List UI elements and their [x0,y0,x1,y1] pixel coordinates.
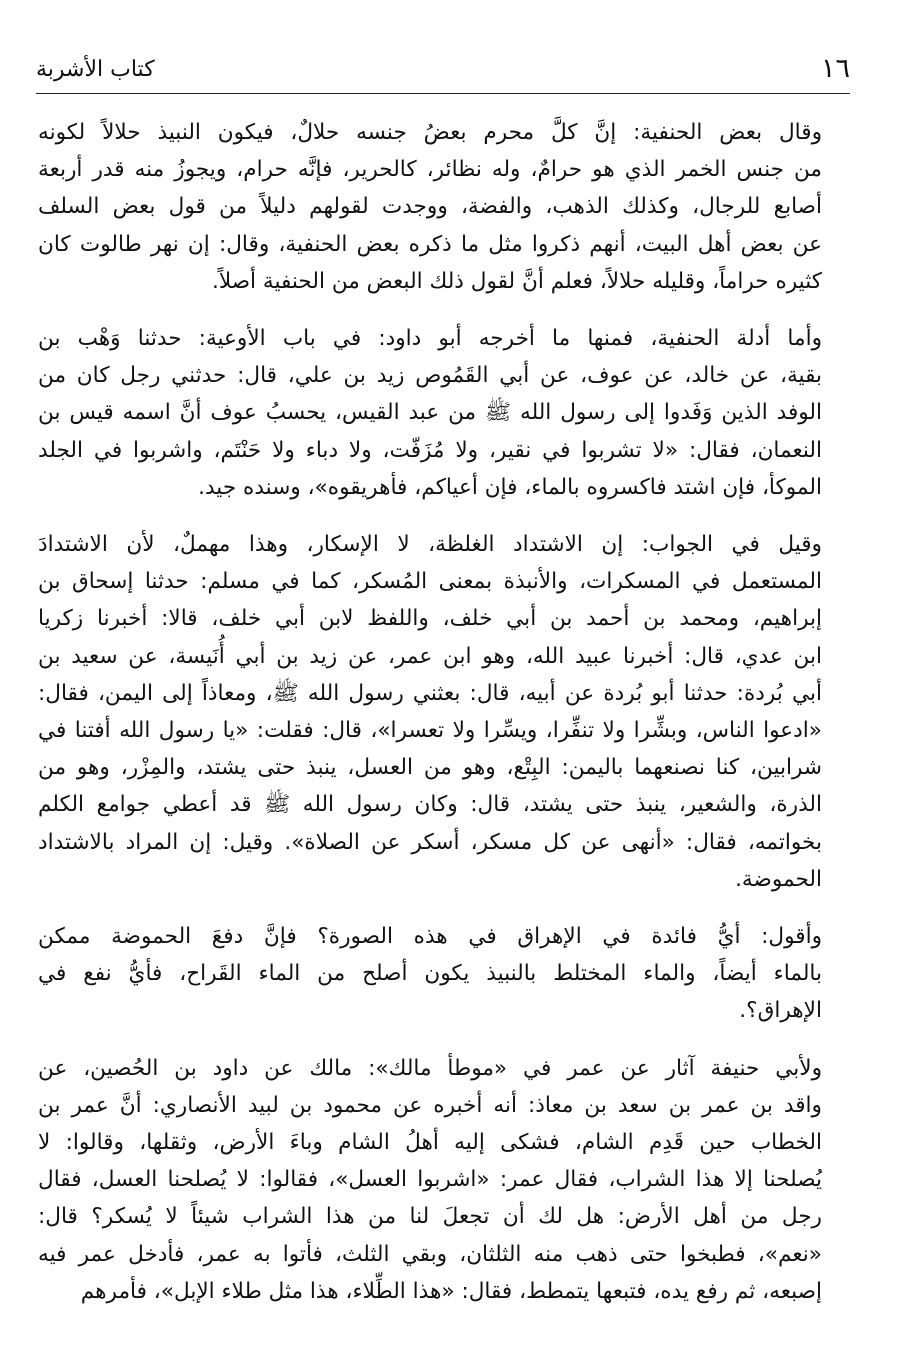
text-line: عن بعض أهل البيت، أنهم ذكروا مثل ما ذكره بعض الحنفية، وقال: إن نهر طالوت كان [38,231,822,257]
body-text [38,114,850,1330]
text-line: الخطاب حين قَدِم الشام، فشكى إليه أهلُ الشام وباءَ الأرض، وثقلها، وقالوا: لا [38,1130,822,1156]
text-line: وأما أدلة الحنفية، فمنها ما أخرجه أبو داود: في باب الأوعية: حدثنا وَهْب بن [38,326,822,352]
paragraph [38,918,850,1030]
text-line: بخواتمه، فقال: «أنهى عن كل مسكر، أسكر عن الصلاة». وقيل: إن المراد بالاشتداد [38,829,822,855]
text-line: «ادعوا الناس، وبشِّرا ولا تنفِّرا، ويسِّرا ولا تعسرا»، قال: فقلت: «يا رسول الله أفتنا في [38,718,822,744]
text-line: الحموضة. [735,866,822,892]
paragraph [38,114,850,300]
page-number: ١٦ [820,53,850,84]
book-title: كتاب الأشربة [36,57,155,82]
text-line: إصبعه، ثم رفع يده، فتبعها يتمطط، فقال: «هذا الطِّلاء، هذا مثل طلاء الإبل»، فأمرهم [80,1278,822,1304]
text-line: النعمان، فقال: «لا تشربوا في نقير، ولا مُزَفّت، ولا دباء ولا حَنْتَم، واشربوا في الجلد [38,437,822,463]
text-line: المستعمل في المسكرات، والأنبذة بمعنى المُسكر، كما في مسلم: حدثنا إسحاق بن [38,569,822,595]
text-line: بقية، عن خالد، عن عوف، عن أبي القَمُوص زيد بن علي، قال: حدثني رجل كان من [38,363,822,389]
text-line: كثيره حراماً، وقليله حلالاً، فعلم أنَّ لقول ذلك البعض من الحنفية أصلاً. [211,268,822,294]
text-line: من جنس الخمر الذي هو حرامٌ، وله نظائر، كالحرير، فإنَّه حرام، ويجوزُ منه قدر أربعة [38,157,822,183]
text-line: أبي بُردة: حدثنا أبو بُردة عن أبيه، قال: بعثني رسول الله ﷺ، ومعاذاً إلى اليمن، فقال: [38,680,822,706]
paragraph [38,526,850,898]
text-line: شرابين، كنا نصنعهما باليمن: البِتْع، وهو من العسل، ينبذ حتى يشتد، والمِزْر، وهو من [38,755,822,781]
text-line: الذرة، والشعير، ينبذ حتى يشتد، قال: وكان رسول الله ﷺ قد أعطي جوامع الكلم [38,792,822,818]
text-line: إبراهيم، ومحمد بن أحمد بن أبي خلف، واللفظ لابن أبي خلف، قالا: أخبرنا زكريا [38,606,822,632]
text-line: أصابع للرجال، وكذلك الذهب، والفضة، ووجدت لقولهم دليلاً من قول بعض السلف [38,194,822,220]
running-header [36,52,850,92]
text-line: واقد بن عمر بن سعد بن معاذ: أنه أخبره عن محمود بن لبيد الأنصاري: أنَّ عمر بن [38,1092,822,1118]
text-line: بالماء أيضاً، والماء المختلط بالنبيذ يكون أصلح من الماء القَراح، فأيُّ نفع في [38,961,822,987]
text-line: وأقول: أيُّ فائدة في الإهراق في هذه الصورة؟ فإنَّ دفعَ الحموضة ممكن [38,924,822,950]
text-line: يُصلحنا إلا هذا الشراب، فقال عمر: «اشربوا العسل»، فقالوا: لا يُصلحنا العسل، فقال [38,1167,822,1193]
text-line: رجل من أهل الأرض: هل لك أن تجعلَ لنا من هذا الشراب شيئاً لا يُسكر؟ قال: [38,1204,822,1230]
text-line: الوفد الذين وَفَدوا إلى رسول الله ﷺ من عبد القيس، يحسبُ عوف أنَّ اسمه قيس بن [38,400,822,426]
paragraph [38,320,850,506]
header-rule [36,93,850,94]
text-line: ابن عدي، قال: أخبرنا عبيد الله، وهو ابن عمر، عن زيد بن أبي أُنَيسة، عن سعيد بن [38,643,822,669]
text-line: الموكأ، فإن اشتد فاكسروه بالماء، فإن أعياكم، فأهريقوه»، وسنده جيد. [198,474,822,500]
text-line: وقال بعض الحنفية: إنَّ كلَّ محرم بعضُ جنسه حلالٌ، فيكون النبيذ حلالاً لكونه [38,120,822,145]
text-line: «نعم»، فطبخوا حتى ذهب منه الثلثان، وبقي الثلث، فأتوا به عمر، فأدخل عمر فيه [38,1241,822,1267]
text-line: الإهراق؟. [739,998,822,1024]
text-line: ولأبي حنيفة آثار عن عمر في «موطأ مالك»: مالك عن داود بن الحُصين، عن [38,1055,822,1081]
paragraph [38,1050,850,1310]
text-line: وقيل في الجواب: إن الاشتداد الغلظة، لا الإسكار، وهذا مهملٌ، لأن الاشتدادَ [38,532,822,558]
